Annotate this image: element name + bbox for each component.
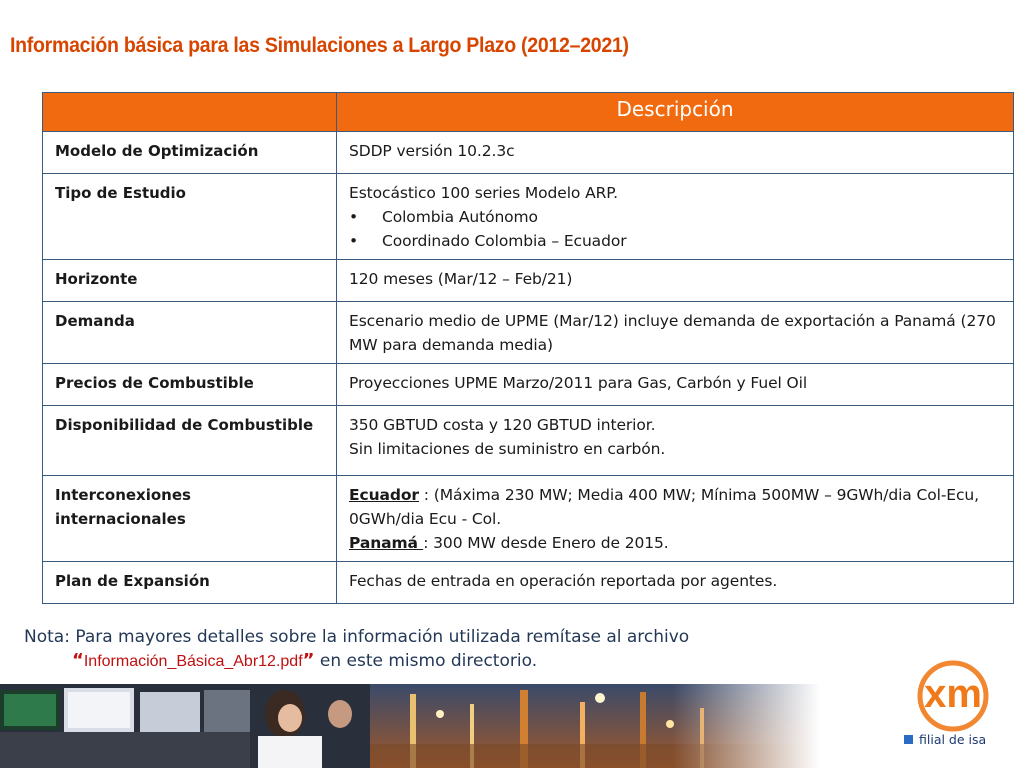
table-row — [43, 364, 1014, 406]
tagline-text: filial de isa — [919, 732, 987, 747]
value-line: Fechas de entrada en operación reportada por agentes. — [349, 572, 778, 590]
footnote — [24, 625, 844, 674]
header-label-cell — [43, 93, 337, 132]
table-row — [43, 302, 1014, 364]
value-line: Escenario medio de UPME (Mar/12) incluye demanda de exportación a Panamá (270 MW para demanda media) — [349, 312, 996, 354]
table-row — [43, 174, 1014, 260]
brand-tagline — [904, 732, 986, 747]
row-label: Tipo de Estudio — [43, 174, 337, 260]
row-label: Horizonte — [43, 260, 337, 302]
ecuador-text: : (Máxima 230 MW; Media 400 MW; Mínima 500MW – 9GWh/dia Col-Ecu, 0GWh/dia Ecu - Col. — [349, 486, 979, 528]
row-value — [337, 302, 1014, 364]
page-title: Información básica para las Simulaciones a Largo Plazo (2012–2021) — [10, 34, 629, 57]
value-line: Proyecciones UPME Marzo/2011 para Gas, Carbón y Fuel Oil — [349, 374, 808, 392]
row-value — [337, 132, 1014, 174]
quote-close: ” — [302, 650, 315, 671]
ecuador-label: Ecuador — [349, 486, 419, 504]
table-row — [43, 260, 1014, 302]
value-line: Estocástico 100 series Modelo ARP. — [349, 184, 618, 202]
table-header-row — [43, 93, 1014, 132]
row-value — [337, 260, 1014, 302]
info-table — [42, 92, 1014, 604]
row-value — [337, 476, 1014, 562]
row-value — [337, 406, 1014, 476]
row-label: Plan de Expansión — [43, 562, 337, 604]
note-line-1: Nota: Para mayores detalles sobre la información utilizada remítase al archivo — [24, 627, 690, 647]
interconnection-panama — [349, 531, 1003, 555]
row-label: Interconexiones internacionales — [43, 476, 337, 562]
header-description-cell: Descripción — [337, 93, 1014, 132]
table-row — [43, 476, 1014, 562]
row-value — [337, 364, 1014, 406]
table-row — [43, 132, 1014, 174]
banner-photo — [0, 684, 820, 768]
row-label: Demanda — [43, 302, 337, 364]
panama-text: : 300 MW desde Enero de 2015. — [423, 534, 669, 552]
bullet-item: • Coordinado Colombia – Ecuador — [349, 229, 1003, 253]
value-line: 120 meses (Mar/12 – Feb/21) — [349, 270, 573, 288]
quote-open: “ — [72, 650, 84, 671]
note-line-2 — [24, 649, 844, 674]
panama-label: Panamá — [349, 534, 424, 552]
brand-square-icon — [904, 735, 913, 744]
value-line: 350 GBTUD costa y 120 GBTUD interior. — [349, 416, 656, 434]
value-line: Sin limitaciones de suministro en carbón. — [349, 440, 666, 458]
logo-text: xm — [924, 672, 982, 716]
note-line-2-text: en este mismo directorio. — [314, 651, 538, 671]
bullet-item: • Colombia Autónomo — [349, 205, 1003, 229]
table-row — [43, 406, 1014, 476]
file-reference: Información_Básica_Abr12.pdf — [83, 653, 303, 670]
bullet-list — [349, 205, 1003, 253]
row-value — [337, 562, 1014, 604]
row-label: Disponibilidad de Combustible — [43, 406, 337, 476]
interconnection-ecuador — [349, 486, 979, 528]
row-label: Modelo de Optimización — [43, 132, 337, 174]
row-value — [337, 174, 1014, 260]
row-label: Precios de Combustible — [43, 364, 337, 406]
value-line: SDDP versión 10.2.3c — [349, 142, 515, 160]
table-row — [43, 562, 1014, 604]
